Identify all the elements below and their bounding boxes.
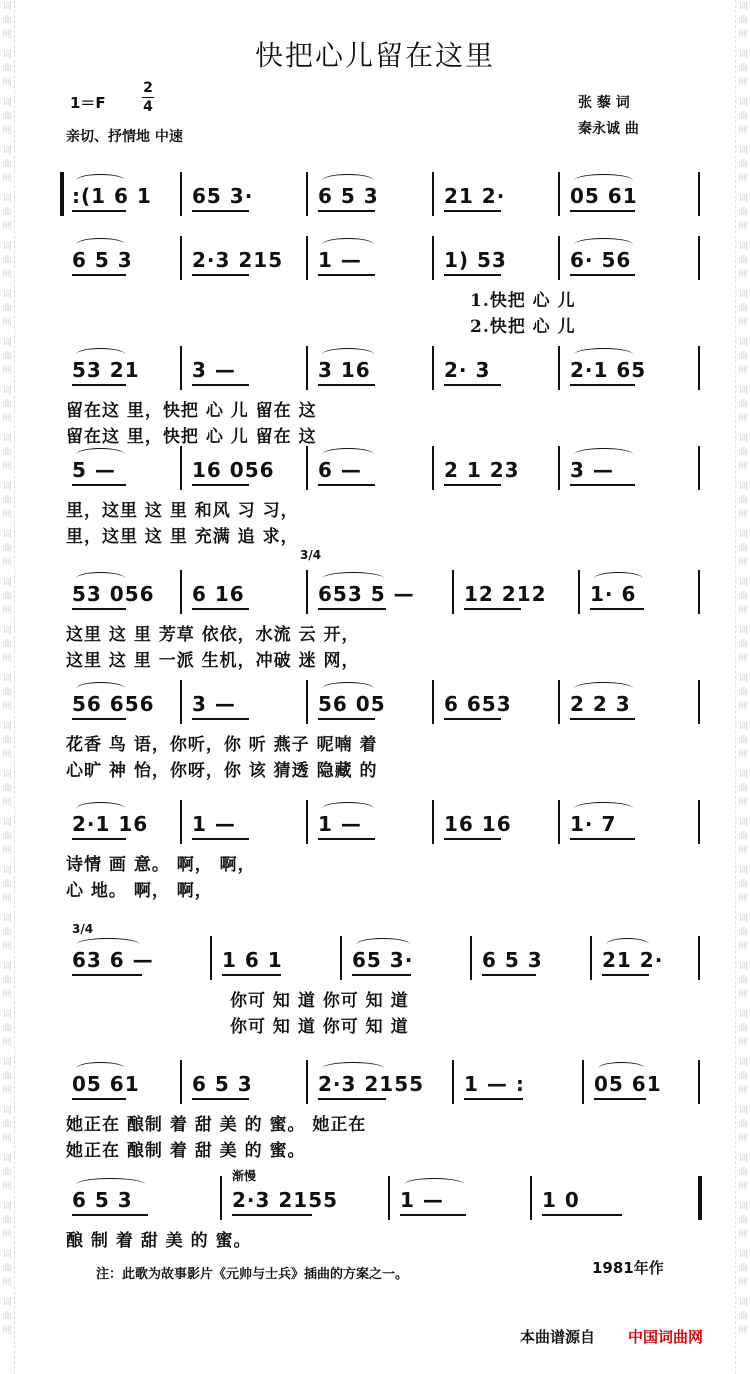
staff-row [60,680,698,724]
watermark-text: 词 曲 网 [2,1154,12,1192]
slur-arc [574,802,633,815]
tempo-marking: 亲切、抒情地 中速 [66,129,183,145]
beam-underline [464,608,521,610]
bar-line [470,936,472,980]
bar-line [306,680,308,724]
watermark-text: 词 曲 网 [738,290,748,328]
beam-underline [318,1098,386,1100]
slur-arc [76,682,125,695]
measure-notes: 1 — [400,1188,444,1212]
measure-notes: 1 6 1 [222,948,283,972]
beam-underline [542,1214,622,1216]
beam-underline [72,1214,148,1216]
bar-line [60,172,64,216]
time-signature: 2 4 [143,80,153,115]
watermark-text: 词 曲 网 [2,1058,12,1096]
watermark-text: 词 曲 网 [738,1106,748,1144]
watermark-text: 词 曲 网 [2,242,12,280]
beam-underline [318,838,375,840]
watermark-text: 词 曲 网 [2,578,12,616]
lyric-verse-1: 1.快把 心 儿 [470,291,576,311]
watermark-text: 词 曲 网 [738,722,748,760]
bar-line [558,680,560,724]
beam-underline [400,1214,466,1216]
watermark-text: 词 曲 网 [2,50,12,88]
measure-notes: 2·3 2155 [318,1072,425,1096]
bar-line [306,800,308,844]
bar-line [306,236,308,280]
watermark-text: 词 曲 网 [2,770,12,808]
tempo-change-mark: 渐慢 [232,1169,257,1183]
bar-line [698,570,700,614]
beam-underline [232,1214,312,1216]
bar-line [180,236,182,280]
beam-underline [192,608,249,610]
beam-underline [444,838,501,840]
watermark-text: 词 曲 网 [738,1202,748,1240]
bar-line [180,570,182,614]
watermark-text: 词 曲 网 [2,674,12,712]
watermark-text: 词 曲 网 [738,1298,748,1336]
bar-line [452,570,454,614]
watermark-text: 词 曲 网 [738,1058,748,1096]
bar-line [452,1060,454,1104]
bar-line [590,936,592,980]
beam-underline [570,718,635,720]
measure-notes: 6· 56 [570,248,632,272]
lyric-verse-2: 心 地。 啊， 啊， [66,881,213,901]
beam-underline [602,974,649,976]
watermark-text: 词 曲 网 [738,434,748,472]
watermark-text: 词 曲 网 [738,626,748,664]
lyric-verse-2: 你可 知 道 你可 知 道 [230,1017,409,1037]
source-site-link[interactable]: 中国词曲网 [628,1328,704,1346]
measure-notes: 21 2· [602,948,664,972]
beam-underline [318,274,375,276]
beam-underline [72,274,126,276]
measure-notes: 1 — [192,812,236,836]
measure-notes: 05 61 [570,184,638,208]
bar-line [306,570,308,614]
bar-line [530,1176,532,1220]
beam-underline [594,1098,646,1100]
bar-line [698,680,700,724]
measure-notes: 65 3· [192,184,254,208]
bar-line [558,446,560,490]
bar-line [306,446,308,490]
staff-row [60,346,698,390]
bar-line [180,1060,182,1104]
watermark-text: 词 曲 网 [2,866,12,904]
bar-line [432,800,434,844]
watermark-text: 词 曲 网 [2,482,12,520]
lyric-verse-2: 她正在 酿制 着 甜 美 的 蜜。 [66,1141,306,1161]
measure-notes: 1· 7 [570,812,617,836]
beam-underline [318,608,386,610]
measure-notes: 65 3· [352,948,414,972]
watermark-text: 词 曲 网 [738,1154,748,1192]
bar-line [558,172,560,216]
watermark-text: 词 曲 网 [2,434,12,472]
slur-arc [574,448,633,461]
watermark-text: 词 曲 网 [2,1010,12,1048]
bar-line [432,346,434,390]
measure-notes: 6 — [318,458,362,482]
bar-line [698,1060,700,1104]
measure-notes: 6 5 3 [192,1072,253,1096]
beam-underline [192,838,249,840]
bar-line [432,446,434,490]
watermark-text: 词 曲 网 [738,338,748,376]
lyric-verse-2: 这里 这 里 一派 生机，冲破 迷 网， [66,651,360,671]
slur-arc [322,174,374,187]
bar-line [578,570,580,614]
bar-line [582,1060,584,1104]
staff-row [60,570,698,614]
bar-line [306,346,308,390]
bar-line [698,236,700,280]
slur-arc [76,938,140,951]
lyric-verse-2: 心旷 神 怡，你呀，你 该 猜透 隐藏 的 [66,761,378,781]
beam-underline [192,718,249,720]
bar-line [698,172,700,216]
beam-underline [590,608,644,610]
beam-underline [444,718,501,720]
bar-line [306,1060,308,1104]
bar-line [388,1176,390,1220]
beam-underline [192,384,249,386]
staff-row [60,1060,698,1104]
measure-notes: 16 056 [192,458,275,482]
measure-notes: 12 212 [464,582,547,606]
beam-underline [318,210,375,212]
measure-notes: 16 16 [444,812,512,836]
watermark-text: 词 曲 网 [738,1010,748,1048]
beam-underline [222,974,281,976]
measure-notes: 2 1 23 [444,458,520,482]
bar-line [698,936,700,980]
slur-arc [322,682,374,695]
beam-underline [570,484,635,486]
measure-notes: 2·3 2155 [232,1188,339,1212]
beam-underline [318,384,375,386]
watermark-text: 词 曲 网 [2,2,12,40]
measure-notes: 653 5 — [318,582,415,606]
watermark-text: 词 曲 网 [2,98,12,136]
watermark-text: 词 曲 网 [738,194,748,232]
bar-line [340,936,342,980]
bar-line [180,172,182,216]
watermark-text: 词 曲 网 [2,386,12,424]
watermark-text: 词 曲 网 [738,770,748,808]
slur-arc [322,802,374,815]
measure-notes: :(1 6 1 [72,184,152,208]
watermark-text: 词 曲 网 [2,914,12,952]
measure-notes: 63 6 — [72,948,154,972]
beam-underline [192,484,249,486]
watermark-text: 词 曲 网 [2,626,12,664]
watermark-text: 词 曲 网 [738,818,748,856]
bar-line [432,236,434,280]
measure-notes: 6 653 [444,692,512,716]
slur-arc [76,1178,145,1191]
beam-underline [72,210,126,212]
footnote: 注：此歌为故事影片《元帅与士兵》插曲的方案之一。 [96,1267,409,1282]
source-label: 本曲谱源自 [520,1328,596,1346]
slur-arc [76,348,125,361]
slur-arc [322,1062,384,1075]
bar-line [306,172,308,216]
measure-notes: 6 5 3 [72,248,133,272]
slur-arc [574,174,633,187]
bar-line [698,446,700,490]
measure-notes: 2·3 215 [192,248,284,272]
beam-underline [352,974,411,976]
measure-notes: 2·1 65 [570,358,647,382]
lyric-verse-1: 酿 制 着 甜 美 的 蜜。 [66,1231,252,1251]
measure-notes: 3 16 [318,358,371,382]
watermark-text: 词 曲 网 [738,674,748,712]
composer: 秦永诚 曲 [578,121,639,137]
bar-line [698,1176,702,1220]
measure-notes: 2·1 16 [72,812,149,836]
bar-line [558,346,560,390]
watermark-text: 词 曲 网 [738,482,748,520]
beam-underline [72,1098,126,1100]
lyricist: 张 藜 词 [578,95,630,111]
watermark-text: 词 曲 网 [2,818,12,856]
beam-underline [72,484,126,486]
lyric-verse-1: 花香 鸟 语，你听，你 听 燕子 呢喃 着 [66,735,378,755]
watermark-text: 词 曲 网 [2,1106,12,1144]
beam-underline [570,384,635,386]
watermark-text: 词 曲 网 [738,50,748,88]
measure-notes: 56 656 [72,692,155,716]
watermark-text: 词 曲 网 [738,962,748,1000]
watermark-text: 词 曲 网 [738,578,748,616]
watermark-text: 词 曲 网 [738,530,748,568]
beam-underline [570,210,635,212]
bar-line [698,346,700,390]
beam-underline [318,484,375,486]
measure-notes: 56 05 [318,692,386,716]
beam-underline [444,210,501,212]
beam-underline [72,838,126,840]
beam-underline [570,274,635,276]
bar-line [180,446,182,490]
slur-arc [574,348,633,361]
slur-arc [322,572,384,585]
lyric-verse-2: 2.快把 心 儿 [470,317,576,337]
measure-notes: 2· 3 [444,358,491,382]
lyric-verse-1: 诗情 画 意。 啊， 啊， [66,855,256,875]
slur-arc [76,1062,125,1075]
watermark-text: 词 曲 网 [2,194,12,232]
measure-notes: 53 21 [72,358,140,382]
watermark-text: 词 曲 网 [2,1298,12,1336]
watermark-text: 词 曲 网 [2,1250,12,1288]
measure-notes: 05 61 [72,1072,140,1096]
watermark-left [0,0,15,1374]
bar-line [220,1176,222,1220]
measure-notes: 1 0 [542,1188,580,1212]
beam-underline [72,718,126,720]
measure-notes: 1) 53 [444,248,507,272]
bar-line [432,680,434,724]
watermark-right [735,0,750,1374]
slur-arc [598,1062,645,1075]
slur-arc [404,1178,464,1191]
slur-arc [322,448,374,461]
key-signature: 1＝F [70,94,106,112]
beam-underline [444,484,501,486]
watermark-text: 词 曲 网 [2,722,12,760]
lyric-verse-2: 留在这 里，快把 心 儿 留在 这 [66,427,317,447]
slur-arc [322,238,374,251]
lyric-verse-1: 她正在 酿制 着 甜 美 的 蜜。 她正在 [66,1115,367,1135]
beam-underline [72,384,126,386]
measure-notes: 05 61 [594,1072,662,1096]
staff-row [60,236,698,280]
bar-line [432,172,434,216]
slur-arc [356,938,410,951]
slur-arc [574,238,633,251]
watermark-text: 词 曲 网 [2,338,12,376]
measure-notes: 53 056 [72,582,155,606]
beam-underline [192,274,249,276]
beam-underline [444,274,501,276]
bar-line [558,800,560,844]
bar-line [180,346,182,390]
beam-underline [192,210,249,212]
staff-row [60,800,698,844]
slur-arc [76,238,125,251]
watermark-text: 词 曲 网 [738,146,748,184]
measure-notes: 6 5 3 [318,184,379,208]
measure-notes: 3 — [570,458,614,482]
lyric-verse-1: 留在这 里，快把 心 儿 留在 这 [66,401,317,421]
slur-arc [76,448,125,461]
beam-underline [482,974,536,976]
watermark-text: 词 曲 网 [2,1202,12,1240]
bar-line [210,936,212,980]
measure-notes: 1· 6 [590,582,637,606]
bar-line [180,800,182,844]
staff-row [60,446,698,490]
lyric-verse-1: 这里 这 里 芳草 依依，水流 云 开， [66,625,360,645]
slur-arc [574,682,633,695]
watermark-text: 词 曲 网 [738,98,748,136]
beam-underline [464,1098,523,1100]
watermark-text: 词 曲 网 [738,1250,748,1288]
measure-notes: 6 5 3 [482,948,543,972]
measure-notes: 6 5 3 [72,1188,133,1212]
beam-underline [72,974,142,976]
beam-underline [444,384,501,386]
measure-notes: 3 — [192,358,236,382]
slur-arc [76,572,125,585]
lyric-verse-1: 你可 知 道 你可 知 道 [230,991,409,1011]
beam-underline [72,608,126,610]
slur-arc [76,174,125,187]
song-title: 快把心儿留在这里 [254,39,495,72]
measure-notes: 5 — [72,458,116,482]
measure-notes: 3 — [192,692,236,716]
watermark-text: 词 曲 网 [2,146,12,184]
beam-underline [192,1098,249,1100]
meter-change-mark: 3/4 [300,548,322,562]
watermark-text: 词 曲 网 [738,914,748,952]
measure-notes: 1 — [318,248,362,272]
slur-arc [594,572,643,585]
measure-notes: 1 — [318,812,362,836]
staff-row [60,172,698,216]
watermark-text: 词 曲 网 [738,866,748,904]
bar-line [558,236,560,280]
bar-line [180,680,182,724]
beam-underline [318,718,375,720]
measure-notes: 6 16 [192,582,245,606]
lyric-verse-2: 里，这里 这 里 充满 追 求， [66,527,299,547]
meter-change-mark: 3/4 [72,922,94,936]
watermark-text: 词 曲 网 [2,530,12,568]
composition-year: 1981年作 [592,1259,664,1277]
bar-line [698,800,700,844]
measure-notes: 2 2 3 [570,692,631,716]
staff-row [60,936,698,980]
slur-arc [322,348,374,361]
slur-arc [606,938,649,951]
measure-notes: 1 — : [464,1072,525,1096]
beam-underline [570,838,635,840]
staff-row [60,1176,698,1220]
watermark-text: 词 曲 网 [738,2,748,40]
watermark-text: 词 曲 网 [2,962,12,1000]
slur-arc [76,802,125,815]
watermark-text: 词 曲 网 [2,290,12,328]
watermark-text: 词 曲 网 [738,386,748,424]
lyric-verse-1: 里，这里 这 里 和风 习 习， [66,501,299,521]
measure-notes: 21 2· [444,184,506,208]
watermark-text: 词 曲 网 [738,242,748,280]
